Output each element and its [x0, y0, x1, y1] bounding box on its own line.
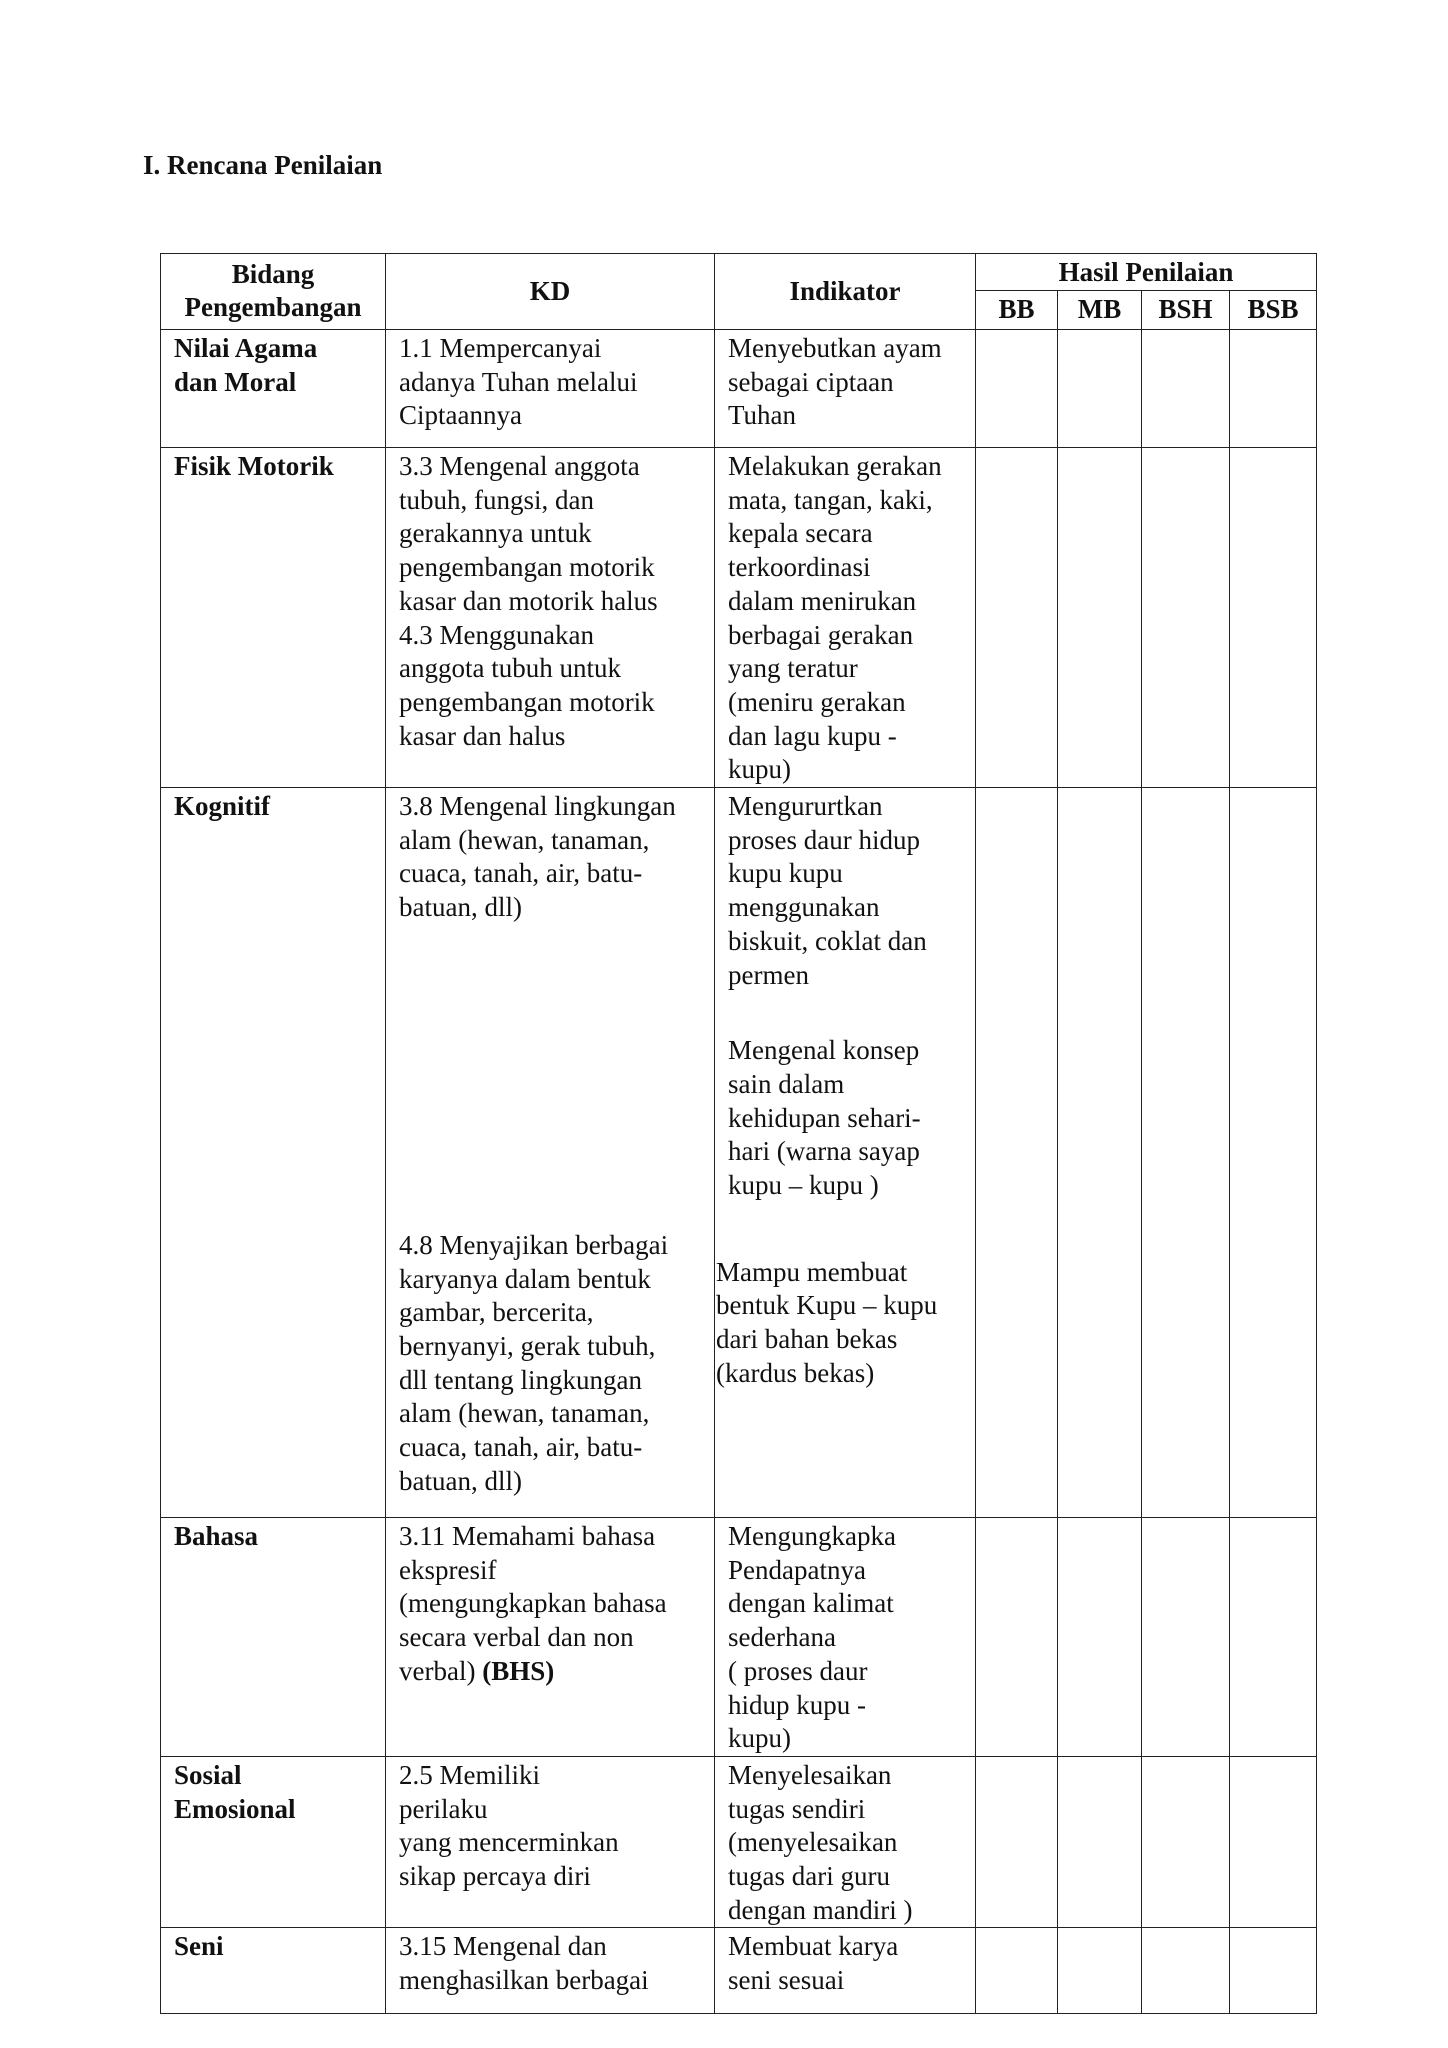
score-cell-bb[interactable] — [976, 1928, 1058, 2014]
score-cell-bb[interactable] — [976, 330, 1058, 448]
score-cell-bsb[interactable] — [1230, 1928, 1317, 2014]
score-cell-bsb[interactable] — [1230, 788, 1317, 1518]
kd-text: 3.11 Memahami bahasa ekspresif (mengungkapkan bahasa secara verbal dan non verbal) — [399, 1521, 667, 1686]
header-score-bsb: BSB — [1230, 291, 1317, 330]
score-cell-mb[interactable] — [1058, 788, 1142, 1518]
score-cell-bb[interactable] — [976, 1518, 1058, 1757]
score-cell-bb[interactable] — [976, 788, 1058, 1518]
kd-cell: 3.15 Mengenal dan menghasilkan berbagai — [386, 1928, 715, 2014]
bidang-cell: Seni — [161, 1928, 386, 2014]
score-cell-bb[interactable] — [976, 1756, 1058, 1928]
score-cell-bsh[interactable] — [1142, 1928, 1230, 2014]
header-score-bsh: BSH — [1142, 291, 1230, 330]
score-cell-bsb[interactable] — [1230, 448, 1317, 788]
header-score-bb: BB — [976, 291, 1058, 330]
kd-cell: 2.5 Memiliki perilaku yang mencerminkan sikap percaya diri — [386, 1756, 715, 1928]
header-hasil-penilaian: Hasil Penilaian — [976, 254, 1317, 291]
table-row — [161, 448, 1317, 788]
indikator-item: Mengenal konsep sain dalam kehidupan sehari- hari (warna sayap kupu – kupu ) — [728, 1035, 921, 1201]
kd-code-bhs: (BHS) — [482, 1655, 555, 1686]
score-cell-mb[interactable] — [1058, 1518, 1142, 1757]
bidang-cell: Kognitif — [161, 788, 386, 1518]
indikator-item: Mengururtkan proses daur hidup kupu kupu menggunakan biskuit, coklat dan permen — [728, 791, 927, 990]
table-row — [161, 1518, 1317, 1757]
indikator-cell: Menyebutkan ayam sebagai ciptaan Tuhan — [715, 330, 976, 448]
score-cell-mb[interactable] — [1058, 448, 1142, 788]
table-row — [161, 330, 1317, 448]
score-cell-mb[interactable] — [1058, 1756, 1142, 1928]
score-cell-bsh[interactable] — [1142, 448, 1230, 788]
score-cell-bsh[interactable] — [1142, 330, 1230, 448]
score-cell-bsb[interactable] — [1230, 1518, 1317, 1757]
bidang-cell: Fisik Motorik — [161, 448, 386, 788]
indikator-cell: Menyelesaikan tugas sendiri (menyelesaikan tugas dari guru dengan mandiri ) — [715, 1756, 976, 1928]
table-row — [161, 788, 1317, 1518]
kd-cell — [386, 788, 715, 1518]
indikator-item: Mampu membuat bentuk Kupu – kupu dari bahan bekas (kardus bekas) — [716, 1256, 938, 1388]
score-cell-mb[interactable] — [1058, 330, 1142, 448]
header-score-mb: MB — [1058, 291, 1142, 330]
kd-cell: 3.3 Mengenal anggota tubuh, fungsi, dan gerakannya untuk pengembangan motorik kasar dan motorik halus 4.3 Menggunakan anggota tubuh untuk pengembangan motorik kasar dan halus — [386, 448, 715, 788]
score-cell-bsb[interactable] — [1230, 1756, 1317, 1928]
kd-cell — [386, 1518, 715, 1757]
score-cell-bsh[interactable] — [1142, 1518, 1230, 1757]
indikator-cell: Melakukan gerakan mata, tangan, kaki, kepala secara terkoordinasi dalam menirukan berbagai gerakan yang teratur (meniru gerakan dan lagu kupu - kupu) — [715, 448, 976, 788]
bidang-cell: Nilai Agama dan Moral — [161, 330, 386, 448]
indikator-cell — [715, 788, 976, 1518]
header-row — [161, 254, 1317, 291]
score-cell-bb[interactable] — [976, 448, 1058, 788]
score-cell-bsh[interactable] — [1142, 1756, 1230, 1928]
kd-cell: 1.1 Mempercanyai adanya Tuhan melalui Ciptaannya — [386, 330, 715, 448]
score-cell-mb[interactable] — [1058, 1928, 1142, 2014]
kd-item: 3.8 Mengenal lingkungan alam (hewan, tanaman, cuaca, tanah, air, batu- batuan, dll) — [399, 791, 676, 923]
header-kd: KD — [386, 254, 715, 330]
bidang-cell: Sosial Emosional — [161, 1756, 386, 1928]
section-title: I. Rencana Penilaian — [143, 150, 383, 180]
indikator-cell: Membuat karya seni sesuai — [715, 1928, 976, 2014]
header-indikator: Indikator — [715, 254, 976, 330]
header-bidang: Bidang Pengembangan — [161, 254, 386, 330]
score-cell-bsh[interactable] — [1142, 788, 1230, 1518]
indikator-cell: Mengungkapka Pendapatnya dengan kalimat sederhana ( proses daur hidup kupu - kupu) — [715, 1518, 976, 1757]
table-row — [161, 1928, 1317, 2014]
score-cell-bsb[interactable] — [1230, 330, 1317, 448]
assessment-plan-table — [160, 253, 1317, 2014]
bidang-cell: Bahasa — [161, 1518, 386, 1757]
table-row — [161, 1756, 1317, 1928]
kd-item: 4.8 Menyajikan berbagai karyanya dalam bentuk gambar, bercerita, bernyanyi, gerak tubuh, dll tentang lingkungan alam (hewan, tanaman, cuaca, tanah, air, batu- batuan, dll) — [399, 1229, 669, 1496]
